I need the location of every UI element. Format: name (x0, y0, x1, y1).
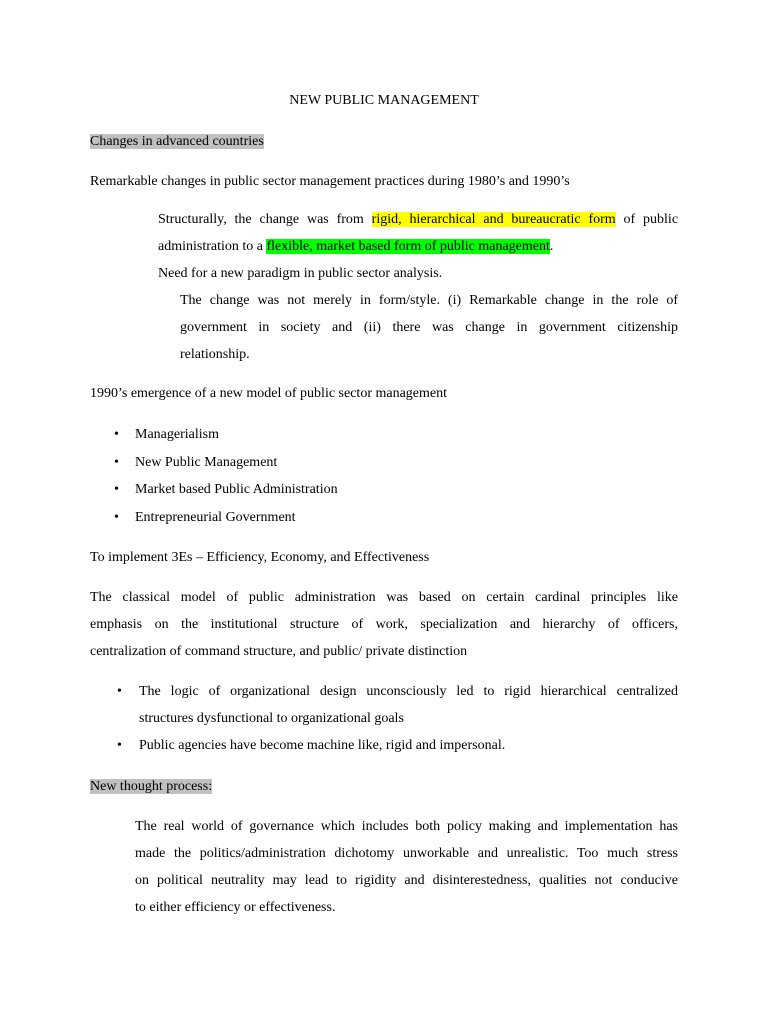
three-es-line: To implement 3Es – Efficiency, Economy, and Effectiveness (90, 550, 430, 565)
heading-changes-text: Changes in advanced countries (90, 134, 264, 149)
list-item-continuation: structures dysfunctional to organizational goals (139, 711, 404, 726)
list-item: Market based Public Administration (135, 482, 338, 497)
structural-text-c: administration to a (158, 239, 263, 254)
list-item: Public agencies have become machine like, rigid and impersonal. (139, 738, 506, 753)
change-para-line-2: government in society and (ii) there was change in government citizenship (180, 320, 678, 335)
need-paradigm-line: Need for a new paradigm in public sector analysis. (158, 266, 443, 281)
list-item: The logic of organizational design unconsciously led to rigid hierarchical centralized (139, 684, 678, 699)
document-title: NEW PUBLIC MANAGEMENT (289, 93, 479, 108)
list-item: Entrepreneurial Government (135, 510, 296, 525)
highlight-flexible-form: flexible, market based form of public management (266, 239, 550, 254)
list-bullet-icon: • (117, 738, 122, 753)
list-bullet-icon: • (114, 510, 119, 525)
list-bullet-icon: • (117, 684, 122, 699)
thought-para-line-1: The real world of governance which includes both policy making and implementation has (135, 819, 678, 834)
structural-line-1 (158, 211, 678, 229)
list-bullet-icon: • (114, 482, 119, 497)
structural-text-a: Structurally, the change was from (158, 212, 364, 227)
list-bullet-icon: • (114, 427, 119, 442)
thought-para-line-4: to either efficiency or effectiveness. (135, 900, 336, 915)
change-para-line-1: The change was not merely in form/style. (i) Remarkable change in the role of (180, 293, 678, 308)
heading-thought-text: New thought process: (90, 779, 213, 794)
section-heading-changes (90, 133, 264, 151)
structural-line-2 (158, 238, 553, 256)
paragraph-remarkable-changes: Remarkable changes in public sector management practices during 1980’s and 1990’s (90, 174, 570, 189)
list-item: Managerialism (135, 427, 219, 442)
classical-para-line-1: The classical model of public administration was based on certain cardinal principles like (90, 590, 678, 605)
change-para-line-3: relationship. (180, 347, 250, 362)
structural-text-b: of public (623, 212, 679, 227)
highlight-rigid-form: rigid, hierarchical and bureaucratic form (371, 212, 616, 227)
list-item: New Public Management (135, 455, 278, 470)
classical-para-line-2: emphasis on the institutional structure of work, specialization and hierarchy of officers, (90, 617, 678, 632)
emergence-line: 1990’s emergence of a new model of public sector management (90, 386, 448, 401)
list-bullet-icon: • (114, 455, 119, 470)
section-heading-thought (90, 778, 212, 796)
classical-para-line-3: centralization of command structure, and public/ private distinction (90, 644, 468, 659)
structural-text-d: . (549, 239, 554, 254)
thought-para-line-2: made the politics/administration dichotomy unworkable and unrealistic. Too much stress (135, 846, 678, 861)
thought-para-line-3: on political neutrality may lead to rigidity and disinterestedness, qualities not conducive (135, 873, 678, 888)
